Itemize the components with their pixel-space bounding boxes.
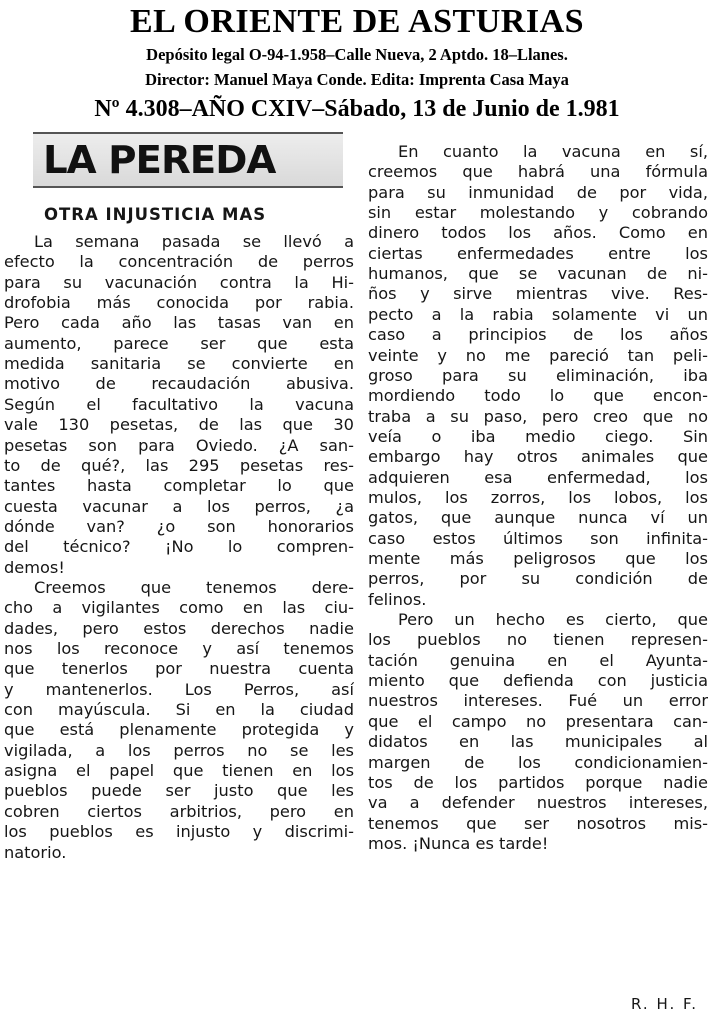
article-line: caso estos últimos son infinita- [368, 528, 708, 548]
article-line: tantes hasta completar lo que [4, 476, 354, 496]
article-line: felinos. [368, 589, 427, 609]
article-line: Pero cada año las tasas van en [4, 313, 354, 333]
article-line: En cuanto la vacuna en sí, [398, 142, 708, 161]
article-line: tación genuina en el Ayunta- [368, 650, 708, 670]
article-line: cho a vigilantes como en las ciu- [4, 598, 354, 618]
article-line: adquieren esa enfermedad, los [368, 467, 708, 487]
article-line: natorio. [4, 842, 67, 862]
article-line: para su vacunación contra la Hi- [4, 272, 354, 292]
article-line: Pero un hecho es cierto, que [398, 610, 708, 630]
article-line: vigilada, a los perros no se les [4, 740, 354, 760]
article-line: vale 130 pesetas, de las que 30 [4, 415, 354, 435]
article-line: que el campo no presentara can- [368, 711, 708, 731]
article-line: mordiendo todo lo que encon- [368, 386, 708, 406]
article-line: los pueblos es injusto y discrimi- [4, 822, 354, 842]
article-line: va a defender nuestros intereses, [368, 793, 708, 813]
director-info-line: Director: Manuel Maya Conde. Edita: Imprenta Casa Maya [145, 70, 569, 89]
article-title: OTRA INJUSTICIA MAS [44, 205, 267, 224]
article-line: creemos que habrá una fórmula [368, 162, 708, 182]
article-signature: R. H. F. [631, 995, 698, 1013]
article-line: mos. ¡Nunca es tarde! [368, 833, 549, 853]
article-line: con mayúscula. Si en la ciudad [4, 700, 354, 720]
article-line: miento que defienda con justicia [368, 671, 708, 691]
article-line: perros, por su condición de [368, 569, 708, 589]
article-line: La semana pasada se llevó a [34, 232, 354, 251]
section-header [33, 132, 343, 188]
article-line: to de qué?, las 295 pesetas res- [4, 455, 354, 475]
article-line: mente más peligrosos que los [368, 549, 708, 568]
article-line: veinte y no me pareció tan peli- [368, 345, 708, 365]
article-line: nuestros intereses. Fué un error [368, 691, 708, 711]
article-line: didatos en las municipales al [368, 732, 708, 752]
article-line: pesetas son para Oviedo. ¿A san- [4, 435, 354, 455]
newspaper-title: EL ORIENTE DE ASTURIAS [129, 3, 585, 40]
article-line: los pueblos no tienen represen- [368, 630, 708, 650]
article-line: y mantenerlos. Los Perros, así [4, 679, 354, 699]
article-line: caso a principios de los años [368, 325, 708, 345]
article-line: que está plenamente protegida y [4, 720, 354, 740]
article-line: drofobia más conocida por rabia. [4, 293, 354, 313]
article-line: aumento, parece ser que esta [4, 333, 354, 353]
article-line: veía o iba medio ciego. Sin [368, 426, 708, 446]
article-line: traba a su paso, pero creo que no [368, 406, 708, 426]
article-line: para su inmunidad de por vida, [368, 182, 708, 202]
article-line: Según el facultativo la vacuna [4, 394, 354, 414]
article-line: mulos, los zorros, los lobos, los [368, 487, 708, 507]
article-line: motivo de recaudación abusiva. [4, 374, 354, 394]
article-line: ciertas enfermedades entre los [368, 243, 708, 263]
article-line: demos! [4, 557, 65, 577]
article-line: pecto a la rabia solamente vi un [368, 304, 708, 324]
article-line: nos los reconoce y así tenemos [4, 639, 354, 658]
article-line: groso para su eliminación, iba [368, 365, 708, 385]
article-line: humanos, que se vacunan de ni- [368, 264, 708, 284]
article-line: sin estar molestando y cobrando [368, 203, 708, 223]
issue-date-line: Nº 4.308–AÑO CXIV–Sábado, 13 de Junio de 1.981 [94, 96, 620, 122]
article-line: margen de los condicionamien- [368, 752, 708, 772]
article-line: medida sanitaria se convierte en [4, 354, 354, 374]
article-line: efecto la concentración de perros [4, 252, 354, 272]
article-line: cobren ciertos arbitrios, pero en [4, 801, 354, 821]
article-line: tenemos que ser nosotros mis- [368, 813, 708, 833]
article-line: gatos, que aunque nunca ví un [368, 508, 708, 528]
article-line: embargo hay otros animales que [368, 447, 708, 467]
article-line: ños y sirve mientras vive. Res- [368, 284, 708, 304]
article-line: pueblos puede ser justo que les [4, 781, 354, 801]
article-line: del técnico? ¡No lo compren- [4, 537, 354, 557]
article-line: dinero todos los años. Como en [368, 223, 708, 243]
section-label: LA PEREDA [43, 138, 276, 182]
article-line: Creemos que tenemos dere- [34, 577, 354, 597]
article-line: asigna el papel que tienen en los [4, 761, 354, 781]
article-line: dónde van? ¿o son honorarios [4, 516, 354, 536]
article-line: tos de los partidos porque nadie [368, 772, 708, 792]
article-line: cuesta vacunar a los perros, ¿a [4, 496, 354, 516]
article-line: dades, pero estos derechos nadie [4, 618, 354, 638]
article-line: que tenerlos por nuestra cuenta [4, 659, 354, 679]
legal-info-line: Depósito legal O-94-1.958–Calle Nueva, 2 Aptdo. 18–Llanes. [146, 45, 568, 64]
